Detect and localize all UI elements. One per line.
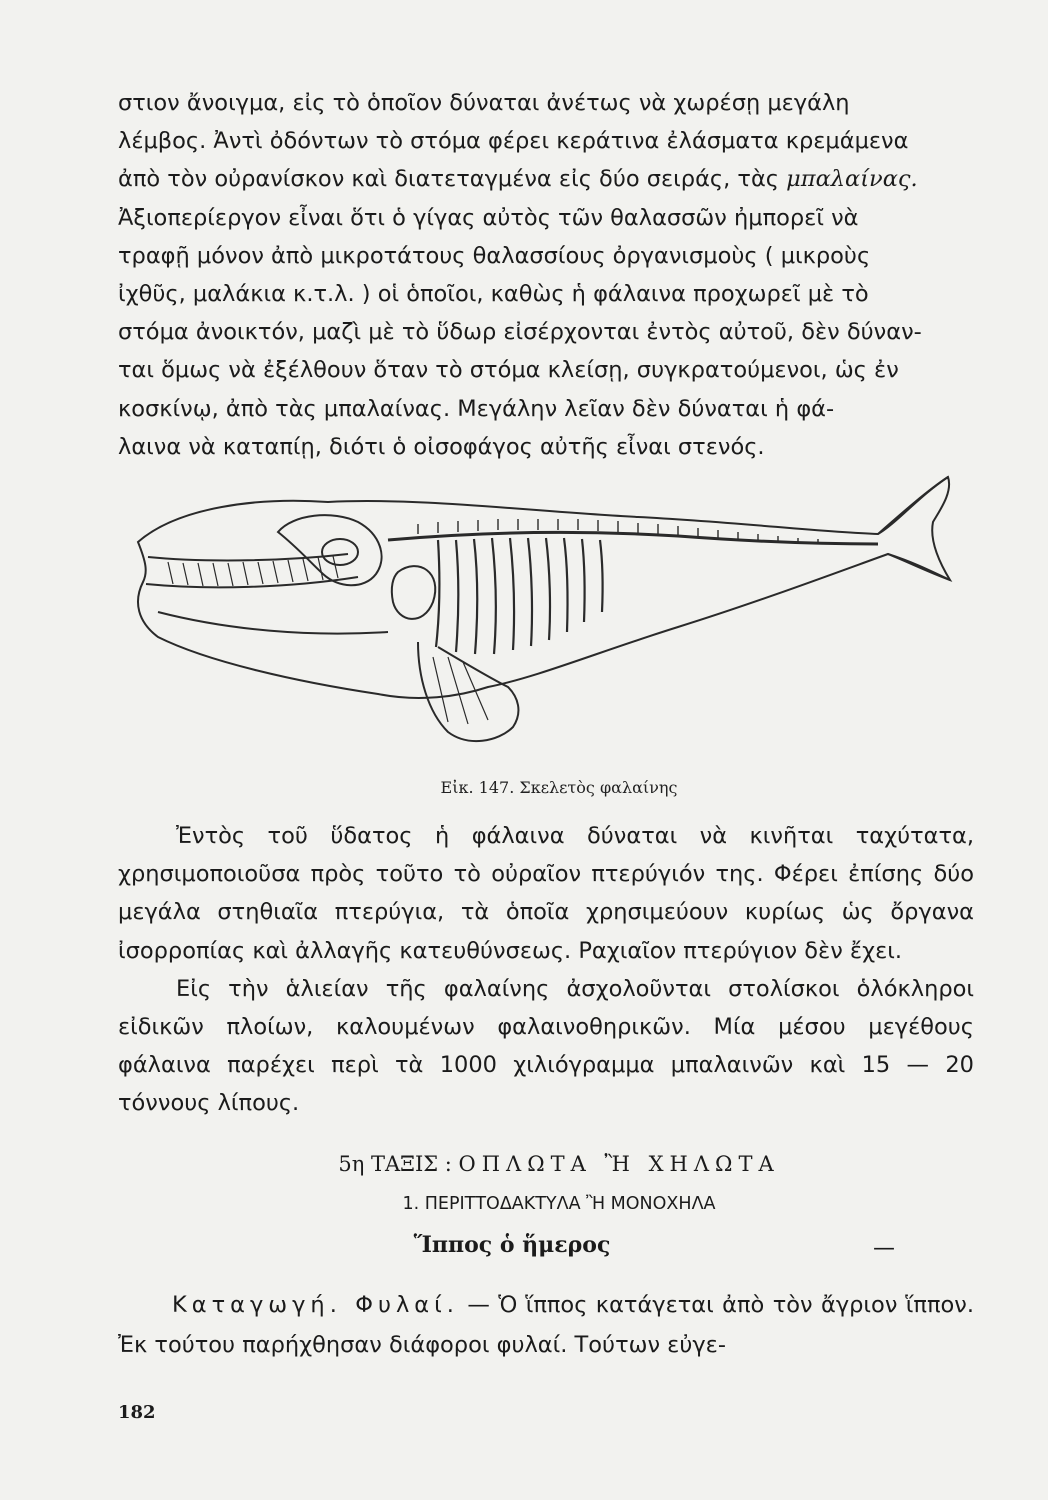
text-line: στιον ἄνοιγμα, εἰς τὸ ὁποῖον δύναται ἀνέτως νὰ χωρέσῃ μεγάλη — [118, 90, 850, 116]
paragraph-whale-movement: Ἐντὸς τοῦ ὕδατος ἡ φάλαινα δύναται νὰ κινῆται ταχύτατα, χρησιμοποιοῦσα πρὸς τοῦτο τὸ οὐραῖον πτερύγιόν της. Φέρει ἐπίσης δύο μεγάλα στηθιαῖα πτερύγια, τὰ ὁποῖα χρησιμεύουν κυρίως ὡς ὄργανα ἰσορροπίας καὶ ἀλλαγῆς κατευθύνσεως. Ραχιαῖον πτερύγιον δὲν ἔχει. — [118, 823, 974, 964]
text-line: λαινα νὰ καταπίῃ, διότι ὁ οἰσοφάγος αὐτῆς εἶναι στενός. — [118, 433, 765, 460]
whale-skeleton-illustration — [118, 462, 978, 762]
text-line: λέμβος. Ἀντὶ ὀδόντων τὸ στόμα φέρει κεράτινα ἐλάσματα κρεμάμενα — [118, 128, 909, 155]
run-in-text: — Ὁ ἵππος κατάγεται ἀπὸ τὸν ἄγριον ἵππον. Ἐκ τούτου παρήχθησαν διάφοροι φυλαί. Τούτων εὐγε- — [118, 1292, 974, 1358]
text-line: στόμα ἀνοικτόν, μαζὶ μὲ τὸ ὕδωρ εἰσέρχονται ἐντὸς αὐτοῦ, δὲν δύναν- — [118, 319, 922, 346]
text-line-part: ἀπὸ τὸν οὐρανίσκον καὶ διατεταγμένα εἰς δύο σειράς, τὰς — [118, 166, 779, 193]
figure-caption: Εἰκ. 147. Σκελετὸς φαλαίνης — [440, 778, 678, 797]
paragraph-whaling: Εἰς τὴν ἁλιείαν τῆς φαλαίνης ἀσχολοῦνται στολίσκοι ὁλόκληροι εἰδικῶν πλοίων, καλουμένων φαλαινοθηρικῶν. Μία μέσου μεγέθους φάλαινα παρέχει περὶ τὰ 1000 χιλιόγραμμα μπαλαινῶν καὶ 15 — 20 τόννους λίπους. — [118, 975, 974, 1117]
paragraph-horse-origin — [118, 1285, 974, 1365]
text-line — [118, 160, 974, 198]
species-heading: Ἵππος ὁ ἥμερος — [413, 1232, 611, 1258]
class-title: ΟΠΛΩΤΑ Ἢ ΧΗΛΩΤΑ — [458, 1152, 780, 1176]
text-line: κοσκίνῳ, ἀπὸ τὰς μπαλαίνας. Μεγάλην λεῖαν δὲν δύναται ἡ φά- — [118, 395, 835, 422]
subclass-heading: 1. ΠΕΡΙΤΤΟΔΑΚΤΥΛΑ Ἢ ΜΟΝΟΧΗΛΑ — [402, 1194, 716, 1214]
page-number: 182 — [118, 1402, 156, 1423]
text-line: Ἀξιοπερίεργον εἶναι ὅτι ὁ γίγας αὐτὸς τῶν θαλασσῶν ἠμπορεῖ νὰ — [118, 204, 859, 231]
class-number: 5η ΤΑΞΙΣ : — [338, 1152, 452, 1176]
text-line: ἰχθῦς, μαλάκια κ.τ.λ. ) οἱ ὁποῖοι, καθὼς ἡ φάλαινα προχωρεῖ μὲ τὸ — [118, 281, 869, 308]
italic-term: μπαλαίνας. — [786, 166, 918, 193]
text-line: τραφῇ μόνον ἀπὸ μικροτάτους θαλασσίους ὀργανισμοὺς ( μικροὺς — [118, 242, 871, 269]
text-line: ται ὅμως νὰ ἐξέλθουν ὅταν τὸ στόμα κλείσῃ, συγκρατούμενοι, ὡς ἐν — [118, 357, 899, 384]
body-text — [118, 817, 974, 1123]
run-in-label: Καταγωγή. Φυλαί. — [172, 1292, 459, 1318]
paragraph-whale-baleen — [118, 84, 974, 466]
margin-dash: — — [873, 1236, 895, 1261]
class-heading — [0, 1152, 1048, 1176]
